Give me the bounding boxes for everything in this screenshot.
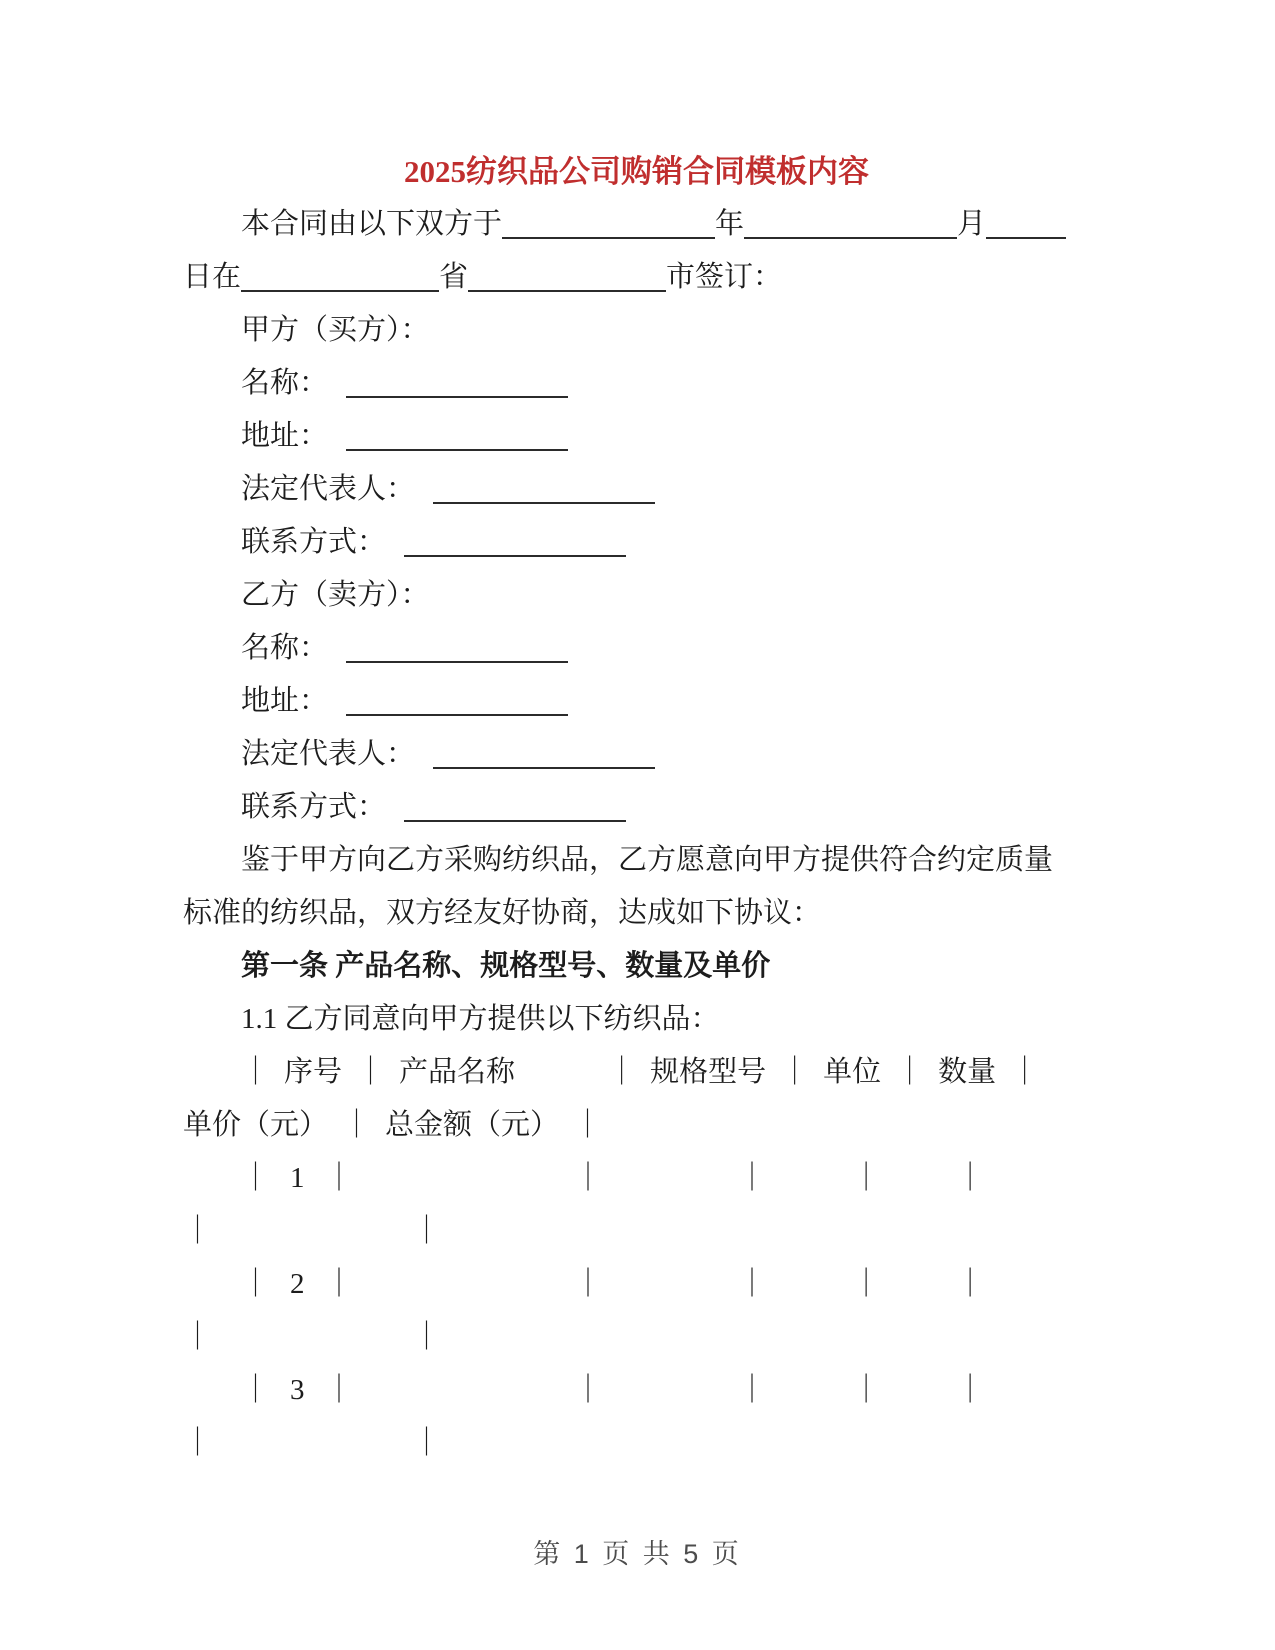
- fill-in-blank: [433, 496, 655, 504]
- party-a-representative: [183, 463, 1090, 516]
- doc-text: 地址：: [241, 685, 329, 717]
- doc-text: ｜: [955, 1374, 985, 1406]
- table-row-1-cont: [183, 1205, 1090, 1258]
- doc-text: 年: [715, 208, 745, 240]
- doc-text: 鉴于甲方向乙方采购纺织品，乙方愿意向甲方提供符合约定质量: [241, 844, 1054, 876]
- doc-text: ｜: [573, 1162, 603, 1194]
- doc-text: ｜: [183, 1321, 213, 1353]
- doc-text: ｜: [324, 1162, 354, 1194]
- doc-text: ｜: [412, 1427, 442, 1459]
- party-b-contact: [183, 781, 1090, 834]
- doc-text: ｜: [183, 1215, 213, 1247]
- doc-text: 联系方式：: [241, 791, 387, 823]
- table-header-line-2: [183, 1099, 1090, 1152]
- doc-text: ｜: [241, 1162, 271, 1194]
- doc-text: ｜: [780, 1056, 810, 1088]
- doc-text: ｜: [851, 1162, 881, 1194]
- doc-text: 第一条 产品名称、规格型号、数量及单价: [241, 950, 771, 982]
- doc-text: ｜: [737, 1374, 767, 1406]
- doc-text: ｜: [851, 1374, 881, 1406]
- table-row-1: [183, 1152, 1090, 1205]
- fill-in-blank: [241, 284, 439, 292]
- party-a-heading: [183, 304, 1090, 357]
- para-contract-date: [183, 198, 1090, 251]
- doc-text: ｜: [356, 1056, 386, 1088]
- table-header-line-1: [183, 1046, 1090, 1099]
- party-a-contact: [183, 516, 1090, 569]
- doc-text: 法定代表人：: [241, 738, 416, 770]
- article-1-heading: [183, 940, 1090, 993]
- doc-text: ｜: [737, 1162, 767, 1194]
- party-b-name: [183, 622, 1090, 675]
- doc-text: ｜: [1010, 1056, 1040, 1088]
- doc-text: 规格型号: [650, 1056, 767, 1088]
- doc-text: ｜: [241, 1268, 271, 1300]
- doc-text: ｜: [342, 1109, 372, 1141]
- doc-text: 3: [290, 1374, 305, 1406]
- doc-text: 地址：: [241, 420, 329, 452]
- doc-text: ｜: [412, 1215, 442, 1247]
- doc-text: ｜: [241, 1374, 271, 1406]
- doc-text: 产品名称: [399, 1056, 516, 1088]
- doc-text: ｜: [183, 1427, 213, 1459]
- fill-in-blank: [346, 443, 568, 451]
- doc-text: 法定代表人：: [241, 473, 416, 505]
- fill-in-blank: [986, 231, 1066, 239]
- doc-text: ｜: [412, 1321, 442, 1353]
- table-row-3: [183, 1364, 1090, 1417]
- recital-line-2: [183, 887, 1090, 940]
- fill-in-blank: [404, 549, 626, 557]
- doc-text: ｜: [737, 1268, 767, 1300]
- doc-text: ｜: [573, 1374, 603, 1406]
- page-number-footer: 第 1 页 共 5 页: [533, 1539, 742, 1569]
- party-b-representative: [183, 728, 1090, 781]
- recital-line-1: [183, 834, 1090, 887]
- doc-text: 乙方（卖方）：: [241, 579, 430, 611]
- fill-in-blank: [744, 231, 957, 239]
- doc-text: 本合同由以下双方于: [241, 208, 503, 240]
- doc-text: ｜: [324, 1374, 354, 1406]
- fill-in-blank: [346, 655, 568, 663]
- doc-text: ｜: [955, 1268, 985, 1300]
- doc-text: 名称：: [241, 632, 329, 664]
- party-a-address: [183, 410, 1090, 463]
- doc-text: 2: [290, 1268, 305, 1300]
- doc-text: 月: [957, 208, 987, 240]
- doc-text: 1: [290, 1162, 305, 1194]
- party-b-heading: [183, 569, 1090, 622]
- doc-text: ｜: [851, 1268, 881, 1300]
- doc-text: 市签订：: [666, 261, 783, 293]
- fill-in-blank: [502, 231, 715, 239]
- fill-in-blank: [433, 761, 655, 769]
- doc-text: 标准的纺织品，双方经友好协商，达成如下协议：: [183, 897, 822, 929]
- doc-text: 名称：: [241, 367, 329, 399]
- document-body: [183, 198, 1090, 1470]
- doc-text: 总金额（元）: [385, 1109, 560, 1141]
- doc-text: ｜: [607, 1056, 637, 1088]
- doc-text: ｜: [573, 1109, 603, 1141]
- doc-text: ｜: [955, 1162, 985, 1194]
- document-content: [183, 145, 1090, 1470]
- doc-text: 单位: [823, 1056, 882, 1088]
- clause-1-1: [183, 993, 1090, 1046]
- doc-text: ｜: [895, 1056, 925, 1088]
- party-a-name: [183, 357, 1090, 410]
- doc-text: 联系方式：: [241, 526, 387, 558]
- doc-text: 日在: [183, 261, 242, 293]
- doc-text: ｜: [241, 1056, 271, 1088]
- doc-text: ｜: [324, 1268, 354, 1300]
- fill-in-blank: [346, 708, 568, 716]
- doc-text: ｜: [573, 1268, 603, 1300]
- para-contract-place: [183, 251, 1090, 304]
- fill-in-blank: [468, 284, 666, 292]
- doc-text: 数量: [938, 1056, 997, 1088]
- fill-in-blank: [346, 390, 568, 398]
- doc-text: 单价（元）: [183, 1109, 329, 1141]
- doc-text: 甲方（买方）：: [241, 314, 430, 346]
- party-b-address: [183, 675, 1090, 728]
- fill-in-blank: [404, 814, 626, 822]
- table-row-2-cont: [183, 1311, 1090, 1364]
- table-row-3-cont: [183, 1417, 1090, 1470]
- doc-text: 1.1 乙方同意向甲方提供以下纺织品：: [241, 1003, 720, 1035]
- doc-text: 序号: [284, 1056, 343, 1088]
- doc-text: 省: [439, 261, 469, 293]
- page-title: 2025纺织品公司购销合同模板内容: [404, 154, 869, 189]
- table-row-2: [183, 1258, 1090, 1311]
